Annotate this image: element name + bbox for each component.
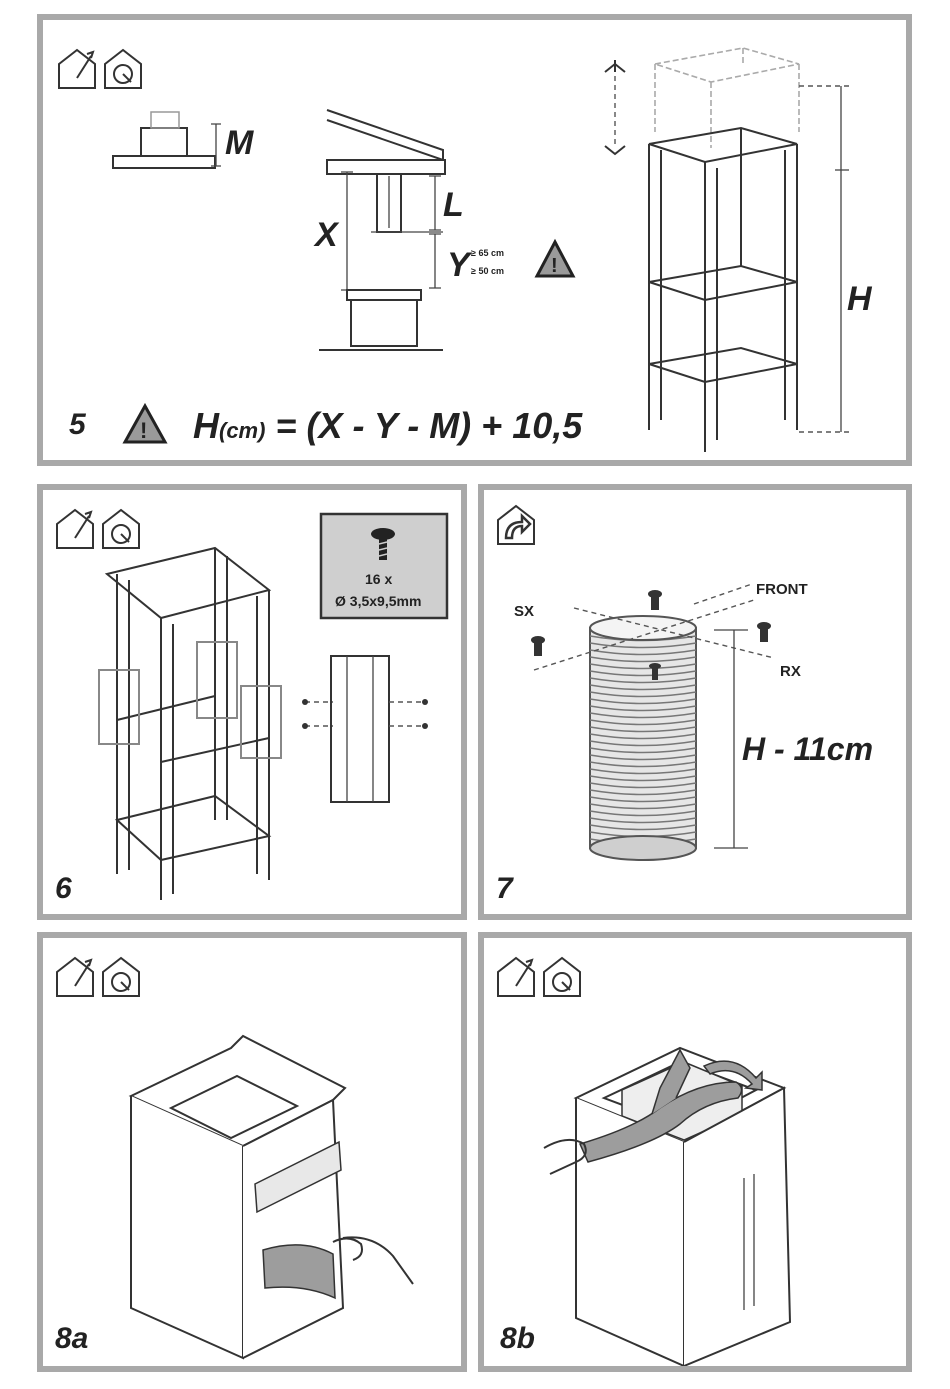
label-l: L xyxy=(443,186,464,224)
label-sx: SX xyxy=(514,603,535,620)
panel-5 xyxy=(37,14,912,466)
house-recirculation-icon xyxy=(103,510,139,548)
label-front: FRONT xyxy=(756,581,808,598)
frame-assembly-diagram xyxy=(107,548,269,900)
hood-m-diagram xyxy=(113,112,221,168)
panel-5-drawing xyxy=(43,20,906,460)
panel-8a xyxy=(37,932,467,1372)
step-number-6: 6 xyxy=(55,872,72,905)
house-outlet-icon xyxy=(498,958,534,996)
label-y: Y xyxy=(447,246,470,284)
ceiling-hob-diagram xyxy=(319,110,445,350)
label-x: X xyxy=(315,216,338,254)
warning-icon xyxy=(125,406,165,443)
step-number-5: 5 xyxy=(69,408,86,441)
house-recirculation-icon xyxy=(544,958,580,996)
flexible-duct xyxy=(590,616,696,860)
panel-7 xyxy=(478,484,912,920)
formula xyxy=(193,405,583,446)
panel-6-drawing xyxy=(43,490,461,914)
house-outlet-icon xyxy=(59,50,95,88)
svg-text:!: ! xyxy=(551,255,558,277)
step-number-7: 7 xyxy=(496,872,513,905)
hood-body-diagram xyxy=(131,1036,413,1358)
house-outlet-icon xyxy=(57,958,93,996)
formula-rest: = (X - Y - M) + 10,5 xyxy=(275,405,583,446)
house-outlet-icon xyxy=(57,510,93,548)
label-rx: RX xyxy=(780,663,801,680)
chimney-frame-diagram xyxy=(605,48,853,452)
screw-count: 16 x xyxy=(365,571,393,587)
y-note-1: ≥ 65 cm xyxy=(471,248,504,258)
panel-6 xyxy=(37,484,467,920)
formula-h: H xyxy=(193,405,219,446)
svg-text:!: ! xyxy=(140,418,148,443)
panel-8b-drawing xyxy=(484,938,906,1366)
panel-8a-drawing xyxy=(43,938,461,1366)
screw-icon xyxy=(757,622,771,642)
panel-8b xyxy=(478,932,912,1372)
screw-info-box xyxy=(321,514,447,618)
y-note-2: ≥ 50 cm xyxy=(471,266,504,276)
label-m: M xyxy=(225,124,254,162)
house-duct-icon xyxy=(498,506,534,544)
screw-size: Ø 3,5x9,5mm xyxy=(335,593,422,609)
house-recirculation-icon xyxy=(103,958,139,996)
detail-view xyxy=(302,656,428,802)
label-h: H xyxy=(847,280,872,318)
screw-icon xyxy=(531,636,545,656)
panel-7-drawing xyxy=(484,490,906,914)
warning-icon xyxy=(537,242,573,277)
formula-sub: (cm) xyxy=(219,418,266,443)
house-recirculation-icon xyxy=(105,50,141,88)
step-number-8b: 8b xyxy=(500,1322,536,1355)
screw-icon xyxy=(648,590,662,610)
label-h-11cm: H - 11cm xyxy=(742,731,874,767)
hood-body-open-diagram xyxy=(544,1048,790,1366)
step-number-8a: 8a xyxy=(55,1322,89,1355)
